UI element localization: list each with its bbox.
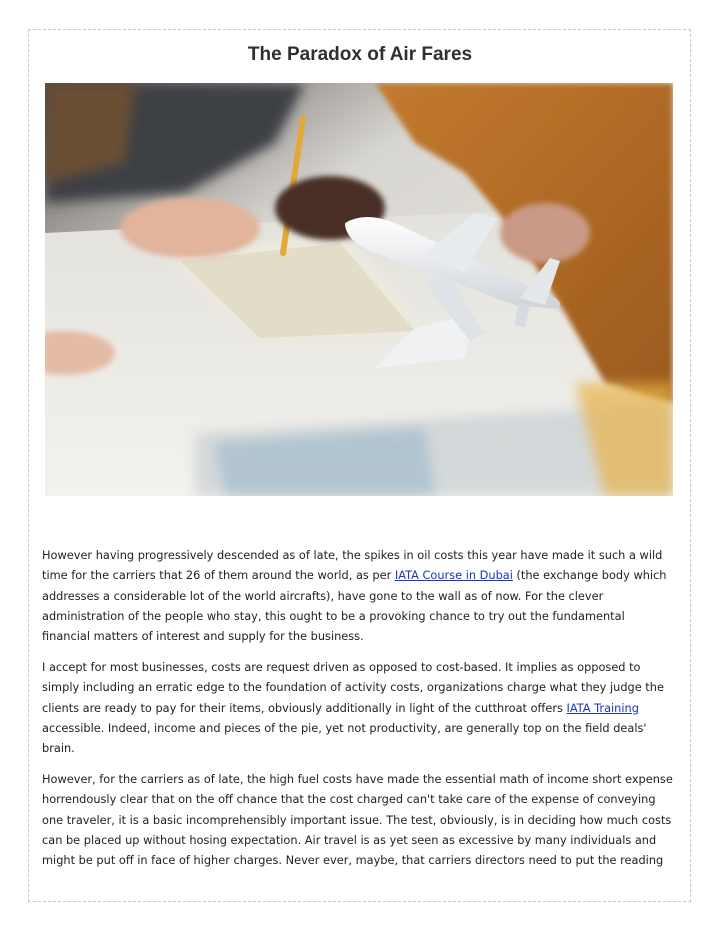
paragraph-1 [42,545,674,646]
paragraph-2-text-a: I accept for most businesses, costs are request driven as opposed to cost-based. It implies as opposed to simply including an erratic edge to the foundation of activity costs, organizations charge what they judge the clients are ready to pay for their items, obviously additionally in light of the cutthroat offers [42,659,664,715]
hero-photo [45,83,673,496]
page-title: The Paradox of Air Fares [247,44,473,65]
paragraph-2-text-b: accessible. Indeed, income and pieces of the pie, yet not productivity, are generally top on the field deals' brain. [42,720,647,756]
paragraph-3: However, for the carriers as of late, the high fuel costs have made the essential math of income short expense horrendously clear that on the off chance that the cost charged can't take care of the expense of conveying one traveler, it is a basic incomprehensibly important issue. The test, obviously, is in deciding how much costs can be placed up without hosing expectation. Air travel is as yet seen as excessive by many individuals and might be put off in face of higher charges. Never ever, maybe, that carriers directors need to put the reading [42,771,673,868]
article-body [42,545,674,881]
paragraph-2 [42,657,674,758]
iata-course-in-dubai-link[interactable]: IATA Course in Dubai [394,568,513,583]
iata-training-link[interactable]: IATA Training [566,700,639,715]
paragraph-1-text-a: However having progressively descended as of late, the spikes in oil costs this year have made it such a wild time for the carriers that 26 of them around the world, as per [42,548,663,583]
paragraph-1-text-b: (the exchange body which addresses a considerable lot of the world aircrafts), have gone to the wall as of now. For the clever administration of the people who stay, this ought to be a provoking chance to try out the fundamental financial matters of interest and supply for the business. [42,568,667,644]
